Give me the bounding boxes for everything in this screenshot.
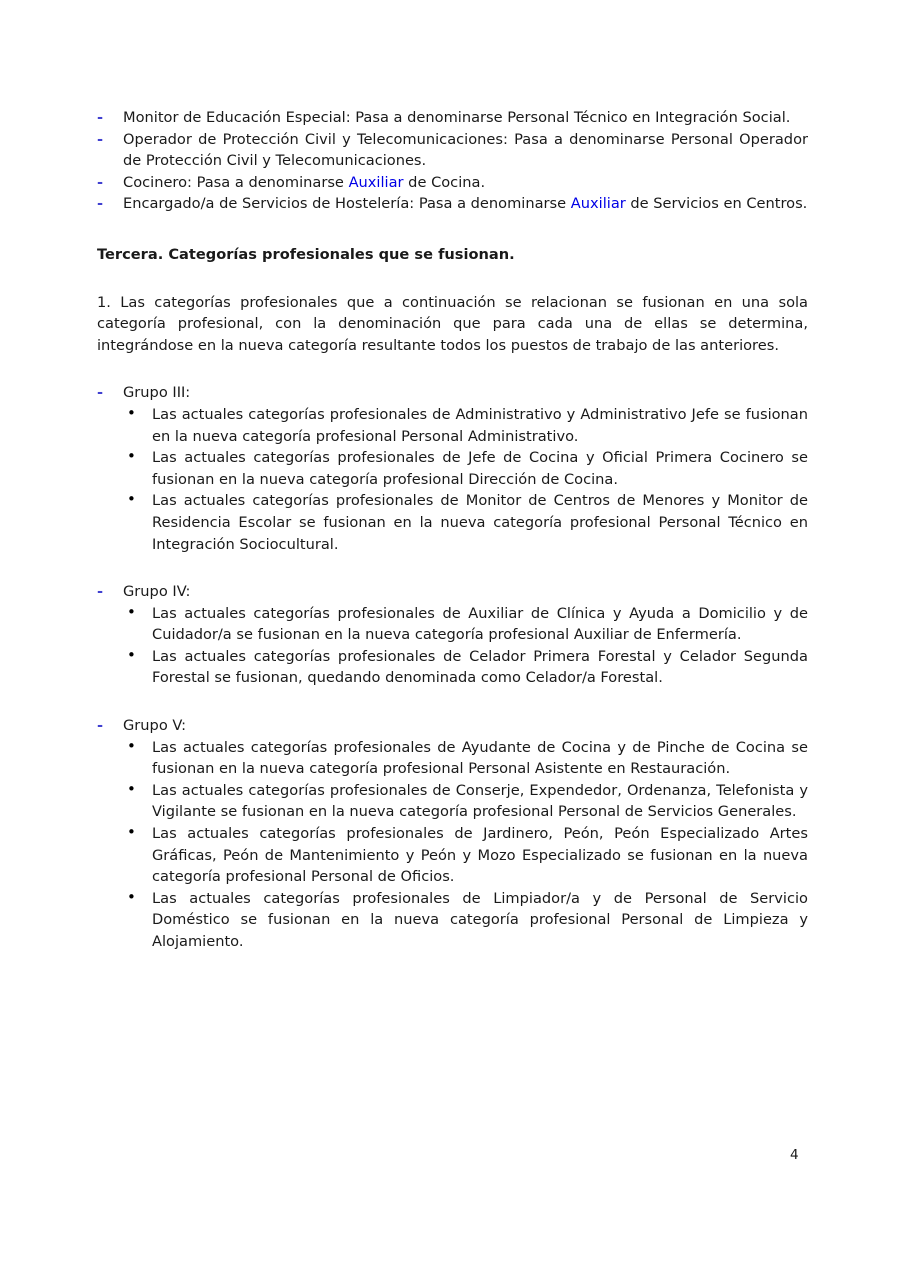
text-segment: Las actuales categorías profesionales de Celador Primera Forestal y Celador Segunda Forestal se fusionan, quedando denominada como Celador/a Forestal. — [152, 647, 808, 687]
text-segment: Las actuales categorías profesionales de Jefe de Cocina y Oficial Primera Cocinero se fusionan en la nueva categoría profesional Dirección de Cocina. — [152, 449, 808, 488]
dash-list-item — [97, 172, 808, 194]
bullet-marker: • — [127, 403, 136, 422]
dash-marker: - — [97, 583, 104, 601]
bullet-list-item — [97, 603, 808, 646]
group-block — [97, 581, 808, 689]
group-block — [97, 715, 808, 953]
group-label-list — [97, 715, 808, 737]
dash-list-item — [97, 581, 808, 603]
group-bullet-list — [97, 603, 808, 689]
text-segment: Encargado/a de Servicios de Hostelería: Pasa a denominarse — [123, 195, 571, 213]
group-label-list — [97, 581, 808, 603]
bullet-list-item — [97, 404, 808, 447]
text-segment: Las actuales categorías profesionales de Monitor de Centros de Menores y Monitor de Residencia Escolar se fusionan en la nueva categoría profesional Personal Técnico en Integración Sociocultural. — [152, 492, 808, 553]
bullet-list-item — [97, 490, 808, 555]
page-number: 4 — [790, 1147, 799, 1163]
text-segment: Las actuales categorías profesionales de Jardinero, Peón, Peón Especializado Artes Gráficas, Peón de Mantenimiento y Peón y Mozo Especializado se fusionan en la nueva categoría profesional Personal de Oficios. — [152, 825, 808, 886]
bullet-marker: • — [127, 645, 136, 664]
document-content — [97, 107, 808, 953]
bullet-list-item — [97, 447, 808, 490]
body-paragraph: 1. Las categorías profesionales que a continuación se relacionan se fusionan en una sola categoría profesional, con la denominación que para cada una de ellas se determina, integrándose en la nueva categoría resultante todos los puestos de trabajo de las anteriores. — [97, 293, 808, 354]
bullet-marker: • — [127, 447, 136, 466]
bullet-list-item — [97, 646, 808, 689]
text-segment: Operador de Protección Civil y Telecomunicaciones: Pasa a denominarse Personal Operador de Protección Civil y Telecomunicaciones. — [123, 130, 808, 170]
groups-container — [97, 382, 808, 952]
dash-list-item — [97, 107, 808, 129]
bullet-list-item — [97, 888, 808, 953]
bullet-marker: • — [127, 887, 136, 906]
section-heading: Tercera. Categorías profesionales que se fusionan. — [97, 245, 515, 263]
text-segment: Grupo V: — [123, 717, 187, 735]
bullet-marker: • — [127, 736, 136, 755]
text-segment: Las actuales categorías profesionales de Ayudante de Cocina y de Pinche de Cocina se fusionan en la nueva categoría profesional Personal Asistente en Restauración. — [152, 738, 808, 778]
dash-marker: - — [97, 130, 104, 148]
bullet-list-item — [97, 737, 808, 780]
bullet-list-item — [97, 780, 808, 823]
text-segment: Las actuales categorías profesionales de Conserje, Expendedor, Ordenanza, Telefonista y Vigilante se fusionan en la nueva categoría profesional Personal de Servicios Generales. — [152, 781, 808, 821]
dash-list-item — [97, 193, 808, 215]
dash-marker: - — [97, 109, 104, 126]
group-block — [97, 382, 808, 555]
dash-marker: - — [97, 717, 104, 735]
inline-link[interactable]: Auxiliar — [348, 173, 404, 191]
bullet-marker: • — [127, 823, 136, 842]
dash-marker: - — [97, 173, 104, 191]
text-segment: Monitor de Educación Especial: Pasa a denominarse Personal Técnico en Integración Social. — [123, 109, 791, 126]
group-bullet-list — [97, 737, 808, 953]
text-segment: Cocinero: Pasa a denominarse — [123, 173, 349, 191]
dash-marker: - — [97, 384, 104, 402]
dash-list-item — [97, 715, 808, 737]
dash-marker: - — [97, 195, 104, 213]
dash-list-item — [97, 129, 808, 172]
group-bullet-list — [97, 404, 808, 555]
dash-list-item — [97, 382, 808, 404]
text-segment: Las actuales categorías profesionales de Administrativo y Administrativo Jefe se fusionan en la nueva categoría profesional Personal Administrativo. — [152, 405, 808, 445]
text-segment: Las actuales categorías profesionales de Auxiliar de Clínica y Ayuda a Domicilio y de Cuidador/a se fusionan en la nueva categoría profesional Auxiliar de Enfermería. — [152, 604, 808, 644]
text-segment: de Servicios en Centros. — [625, 195, 808, 213]
text-segment: Las actuales categorías profesionales de Limpiador/a y de Personal de Servicio Doméstico se fusionan en la nueva categoría profesional Personal de Limpieza y Alojamiento. — [152, 889, 808, 950]
text-segment: Grupo IV: — [123, 583, 191, 601]
text-segment: de Cocina. — [403, 173, 486, 191]
inline-link[interactable]: Auxiliar — [570, 195, 626, 213]
bullet-marker: • — [127, 602, 136, 621]
bullet-marker: • — [127, 490, 136, 509]
bullet-list-item — [97, 823, 808, 888]
bullet-marker: • — [127, 779, 136, 798]
intro-dash-list — [97, 107, 808, 215]
text-segment: Grupo III: — [123, 384, 191, 402]
group-label-list — [97, 382, 808, 404]
